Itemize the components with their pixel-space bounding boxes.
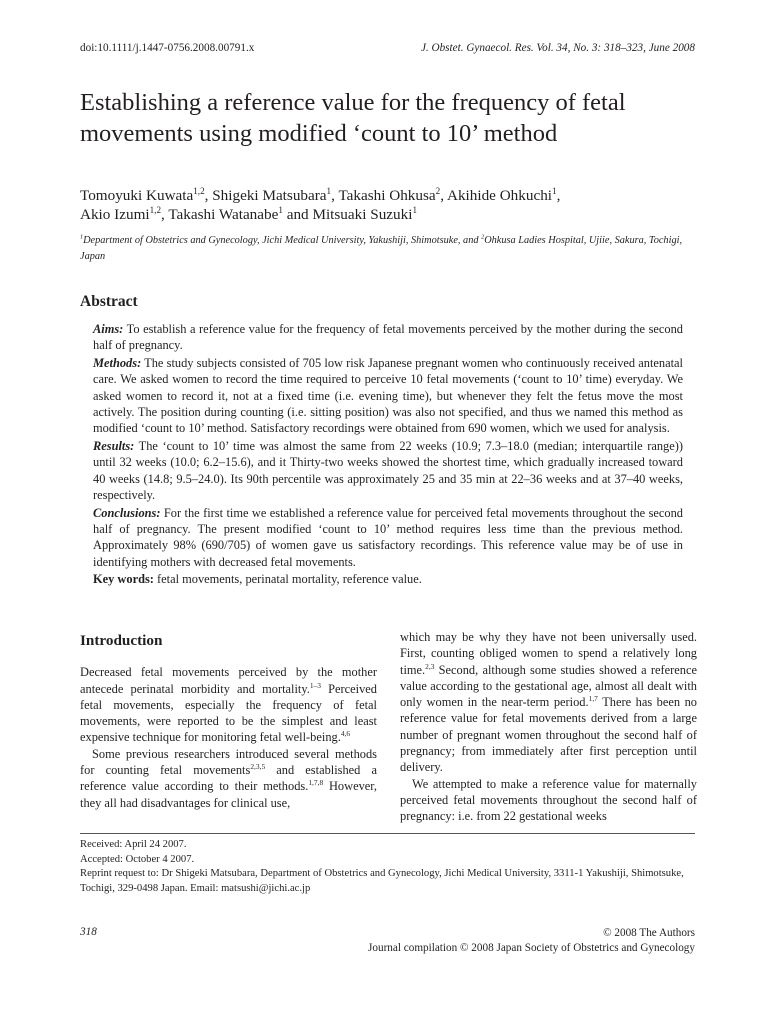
author-separator: , [556, 187, 561, 204]
footnote-divider [80, 833, 695, 834]
intro-text: There has been no reference value for fetal movements derived from a large number of pregnant women throughout the second half of pregnancy; from immediately after first perception until delivery. [400, 695, 697, 775]
citation: 2,3 [425, 661, 435, 671]
keywords-label: Key words: [93, 572, 154, 587]
citation: 1–3 [309, 680, 321, 690]
author: Shigeki Matsubara [212, 187, 327, 204]
abstract-heading: Abstract [80, 293, 138, 310]
aims-label: Aims: [93, 322, 124, 336]
footnote [80, 838, 695, 896]
intro-text: Decreased fetal movements perceived by the mother antecede perinatal morbidity and mortality. [80, 665, 377, 696]
author: Takashi Ohkusa [338, 187, 436, 204]
abstract-body [93, 321, 683, 589]
author-affiliation-mark: 1 [326, 185, 332, 196]
keywords-text: fetal movements, perinatal mortality, reference value. [153, 572, 422, 587]
conclusions-text: For the first time we established a reference value for perceived fetal movements throughout the second half of pregnancy. The present modified ‘count to 10’ method requires less time than the previous method. Approximately 98% (690/705) of women gave us satisfactory recordings. This reference value may be of use in identifying mothers with decreased fetal movements. [93, 505, 683, 569]
received-date: Received: April 24 2007. [80, 839, 187, 850]
intro-paragraph [80, 664, 377, 745]
results-text: The ‘count to 10’ time was almost the same from 22 weeks (10.9; 7.3–18.0 (median; interquartile range)) until 32 weeks (10.0; 6.2–15.6), and it Thirty-two weeks showed the shortest time, which gradually increased toward 40 weeks (14.8; 9.5–24.0). Its 90th percentile was approximately 25 and 35 min at 22–36 weeks and at 37–40 weeks, respectively. [93, 439, 683, 502]
author-separator: , [331, 187, 339, 204]
reprint-request: Reprint request to: Dr Shigeki Matsubara, Department of Obstetrics and Gynecology, Jichi Medical University, 3311-1 Yakushiji, Shimotsuke, Tochigi, 329-0498 Japan. Email: matsushi@jichi.ac.jp [80, 868, 684, 894]
doi-line: doi:10.1111/j.1447-0756.2008.00791.x [80, 42, 255, 54]
intro-paragraph [400, 629, 697, 776]
author-affiliation-mark: 1,2 [149, 204, 161, 215]
intro-text: However, they all had disadvantages for clinical use, [80, 779, 377, 810]
page-number: 318 [80, 926, 97, 938]
author-list [80, 186, 700, 224]
author: Akio Izumi [80, 206, 150, 223]
author: Akihide Ohkuchi [446, 187, 553, 204]
abstract-methods [93, 355, 683, 436]
results-label: Results: [93, 439, 135, 454]
affiliation-mark: 1 [80, 233, 84, 241]
column-left [80, 629, 377, 811]
intro-text: which may be why they have not been universally used. First, counting obliged women to spend a relatively long time. [400, 630, 697, 677]
aims-text: To establish a reference value for the frequency of fetal movements perceived by the mother during the second half of pregnancy. [93, 322, 683, 353]
author-affiliation-mark: 1 [552, 185, 557, 196]
author-separator: and [282, 206, 313, 223]
copyright-line: © 2008 The Authors [603, 927, 695, 939]
abstract-conclusions [93, 505, 683, 570]
intro-text: Second, although some studies showed a reference value according to the gestational age, almost all dealt with only women in the near-term period. [400, 662, 697, 710]
author-affiliation-mark: 1 [278, 204, 283, 215]
author-separator: , [204, 187, 213, 204]
intro-paragraph [80, 746, 377, 811]
citation: 4,6 [340, 729, 351, 739]
author-separator: , [440, 187, 447, 204]
intro-text: Perceived fetal movements, especially the frequency of fetal movements, were reported to be the simplest and least expensive technique for monitoring fetal well-being. [80, 681, 378, 745]
keywords [93, 571, 683, 587]
author-separator: , [161, 206, 169, 223]
intro-text: and established a reference value according to their methods. [80, 763, 377, 794]
article-title: Establishing a reference value for the frequency of fetal movements using modified ‘count to 10’ method [80, 89, 626, 147]
methods-text: The study subjects consisted of 705 low risk Japanese pregnant women who continuously received antenatal care. We asked women to record the time required to perceive 10 fetal movements (‘count to 10’ time) everyday. We asked women to record it, not at a fixed time (i.e. evening time), but whenever they felt the fetus move the most actively. The position during counting (i.e. sitting position) was also not specified, and thus we named this method as modified ‘count to 10’ method. Satisfactory recordings were obtained from 690 women, which we used for analysis. [93, 356, 683, 436]
author: Takashi Watanabe [168, 206, 279, 223]
affiliation-mark: 2 [481, 233, 485, 241]
column-right [400, 629, 697, 825]
copyright-block [368, 926, 695, 956]
intro-text: Some previous researchers introduced several methods for counting fetal movements [80, 746, 377, 778]
journal-compilation-line: Journal compilation © 2008 Japan Society of Obstetrics and Gynecology [368, 942, 695, 954]
author: Mitsuaki Suzuki [312, 206, 413, 223]
citation: 1,7 [588, 694, 598, 704]
author-affiliation-mark: 1,2 [193, 185, 205, 196]
author-affiliation-mark: 1 [412, 204, 418, 215]
abstract-aims [93, 321, 683, 354]
affiliations [80, 233, 700, 265]
methods-label: Methods: [93, 356, 142, 371]
introduction-heading: Introduction [80, 632, 163, 649]
citation: 2,3,5 [250, 761, 266, 771]
conclusions-label: Conclusions: [93, 505, 161, 520]
journal-citation: J. Obstet. Gynaecol. Res. Vol. 34, No. 3: 318–323, June 2008 [420, 42, 695, 54]
citation: 1,7,8 [308, 778, 324, 788]
accepted-date: Accepted: October 4 2007. [80, 853, 195, 865]
affiliation-text: Ohkusa Ladies Hospital, Ujiie, Sakura, Tochigi, Japan [80, 235, 683, 262]
author-affiliation-mark: 2 [435, 185, 441, 196]
abstract-results [93, 438, 683, 503]
intro-paragraph: We attempted to make a reference value for maternally perceived fetal movements throughout the second half of pregnancy: i.e. from 22 gestational weeks [400, 776, 697, 824]
author: Tomoyuki Kuwata [80, 187, 194, 204]
affiliation-text: Department of Obstetrics and Gynecology, Jichi Medical University, Yakushiji, Shimotsuke, and [83, 235, 482, 246]
